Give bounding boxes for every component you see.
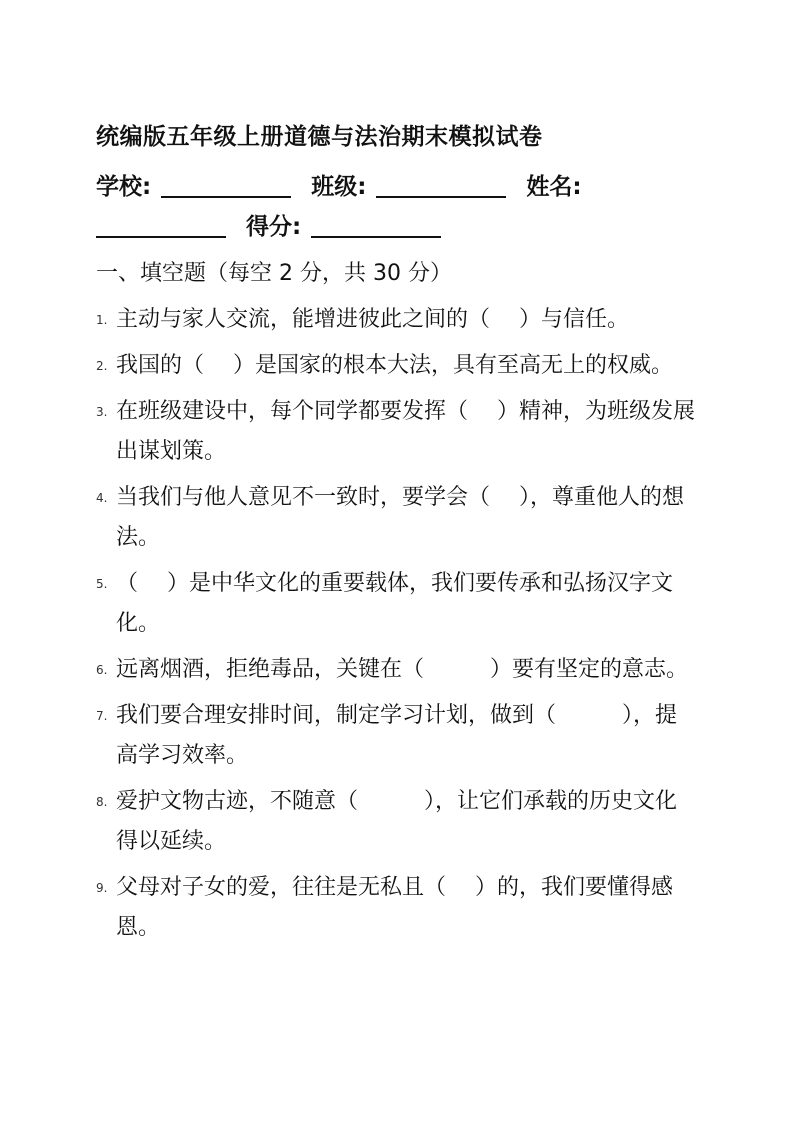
question-text: 远离烟酒，拒绝毒品，关键在（ ）要有坚定的意志。 [116, 657, 689, 682]
question-number: 6. [96, 663, 108, 677]
question-text: 爱护文物古迹，不随意（ ），让它们承载的历史文化得以延续。 [116, 789, 678, 854]
question-number: 2. [96, 359, 108, 373]
question-number: 9. [96, 881, 108, 895]
question-number: 8. [96, 795, 108, 809]
question-item [96, 782, 696, 862]
question-number: 1. [96, 313, 108, 327]
exam-title: 统编版五年级上册道德与法治期末模拟试卷 [96, 124, 543, 150]
question-number: 7. [96, 709, 108, 723]
name-label: 姓名: [526, 174, 582, 200]
score-label: 得分: [246, 214, 302, 240]
name-blank[interactable] [96, 212, 226, 238]
student-info-row-2 [96, 208, 461, 241]
school-label: 学校: [96, 174, 152, 200]
question-item [96, 346, 696, 386]
question-number: 3. [96, 405, 108, 419]
section-heading: 一、填空题（每空 2 分，共 30 分） [96, 261, 452, 286]
question-list [96, 300, 696, 954]
score-blank[interactable] [311, 212, 441, 238]
question-item [96, 868, 696, 948]
question-text: 主动与家人交流，能增进彼此之间的（ ）与信任。 [116, 307, 629, 332]
question-item [96, 300, 696, 340]
question-text: 我国的（ ）是国家的根本大法，具有至高无上的权威。 [116, 353, 673, 378]
class-blank[interactable] [376, 172, 506, 198]
question-text: 当我们与他人意见不一致时，要学会（ ），尊重他人的想法。 [116, 485, 684, 550]
question-item [96, 478, 696, 558]
question-item [96, 696, 696, 776]
question-item [96, 564, 696, 644]
question-number: 4. [96, 491, 108, 505]
class-label: 班级: [311, 174, 367, 200]
question-text: 在班级建设中，每个同学都要发挥（ ）精神，为班级发展出谋划策。 [116, 399, 695, 464]
question-text: （ ）是中华文化的重要载体，我们要传承和弘扬汉字文化。 [116, 571, 673, 636]
student-info-row-1 [96, 168, 592, 201]
question-text: 我们要合理安排时间，制定学习计划，做到（ ），提高学习效率。 [116, 703, 678, 768]
question-item [96, 392, 696, 472]
school-blank[interactable] [161, 172, 291, 198]
question-text: 父母对子女的爱，往往是无私且（ ）的，我们要懂得感恩。 [116, 875, 673, 940]
question-item [96, 650, 696, 690]
question-number: 5. [96, 577, 108, 591]
